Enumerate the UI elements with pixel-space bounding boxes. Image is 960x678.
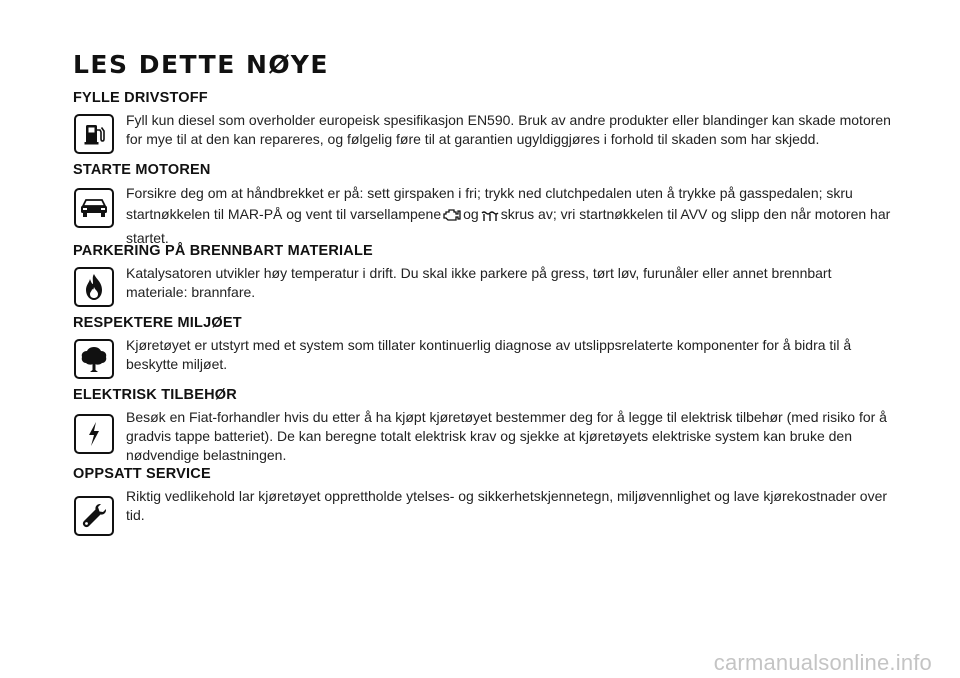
fire-icon	[74, 267, 114, 307]
section-heading: STARTE MOTOREN	[73, 162, 211, 178]
glow-plug-icon	[481, 207, 499, 228]
section-heading: PARKERING PÅ BRENNBART MATERIALE	[73, 243, 373, 259]
tree-icon	[74, 339, 114, 379]
section-text: Besøk en Fiat-forhandler hvis du etter å ha kjøpt kjøretøyet bestemmer deg for å legge til elektrisk tilbehør (med risiko for å gradvis tappe batteriet). De kan beregne totalt elektrisk krav og sjekke at kjøretøyets elektriske system kan bruke den nødvendige belastningen.	[126, 409, 887, 463]
section-start-engine	[73, 160, 893, 249]
page-title: LES DETTE NØYE	[73, 50, 329, 79]
section-electrical	[73, 385, 893, 465]
start-text-og: og	[463, 206, 479, 222]
section-fuel	[73, 88, 893, 149]
section-heading: RESPEKTERE MILJØET	[73, 315, 242, 331]
section-text: Fyll kun diesel som overholder europeisk spesifikasjon EN590. Bruk av andre produkter eller blandinger kan skade motoren for mye til at den kan repareres, og følgelig føre til at garantien ugyldiggjøres i forhold til skaden som har skjedd.	[126, 112, 891, 147]
section-heading: ELEKTRISK TILBEHØR	[73, 387, 237, 403]
section-text: Katalysatoren utvikler høy temperatur i drift. Du skal ikke parkere på gress, tørt løv, furunåler eller annet brennbart materiale: brannfare.	[126, 265, 832, 300]
section-heading: OPPSATT SERVICE	[73, 466, 211, 482]
fuel-pump-icon	[74, 114, 114, 154]
section-text: Riktig vedlikehold lar kjøretøyet opprettholde ytelses- og sikkerhetskjennetegn, miljøvennlighet og lave kjørekostnader over tid.	[126, 488, 888, 523]
start-text-part2: skrus av; vri startnøkkelen til AVV og slipp den når motoren har startet.	[126, 206, 891, 246]
section-service	[73, 464, 893, 525]
section-text: Kjøretøyet er utstyrt med et system som tillater kontinuerlig diagnose av utslippsrelaterte komponenter for å bidra til å beskytte miljøet.	[126, 337, 852, 372]
lightning-icon	[74, 414, 114, 454]
section-environment	[73, 313, 893, 374]
engine-warning-icon	[443, 207, 461, 228]
section-text	[126, 183, 893, 249]
start-text-part1: Forsikre deg om at håndbrekket er på: sett girspaken i fri; trykk ned clutchpedalen uten å trykke på gasspedalen; skru startnøkkelen til MAR-PÅ og vent til varsellampene	[126, 185, 853, 222]
wrench-icon	[74, 496, 114, 536]
watermark: carmanualsonline.info	[713, 650, 932, 675]
car-icon	[74, 188, 114, 228]
section-heading: FYLLE DRIVSTOFF	[73, 90, 208, 106]
section-parking	[73, 241, 893, 302]
